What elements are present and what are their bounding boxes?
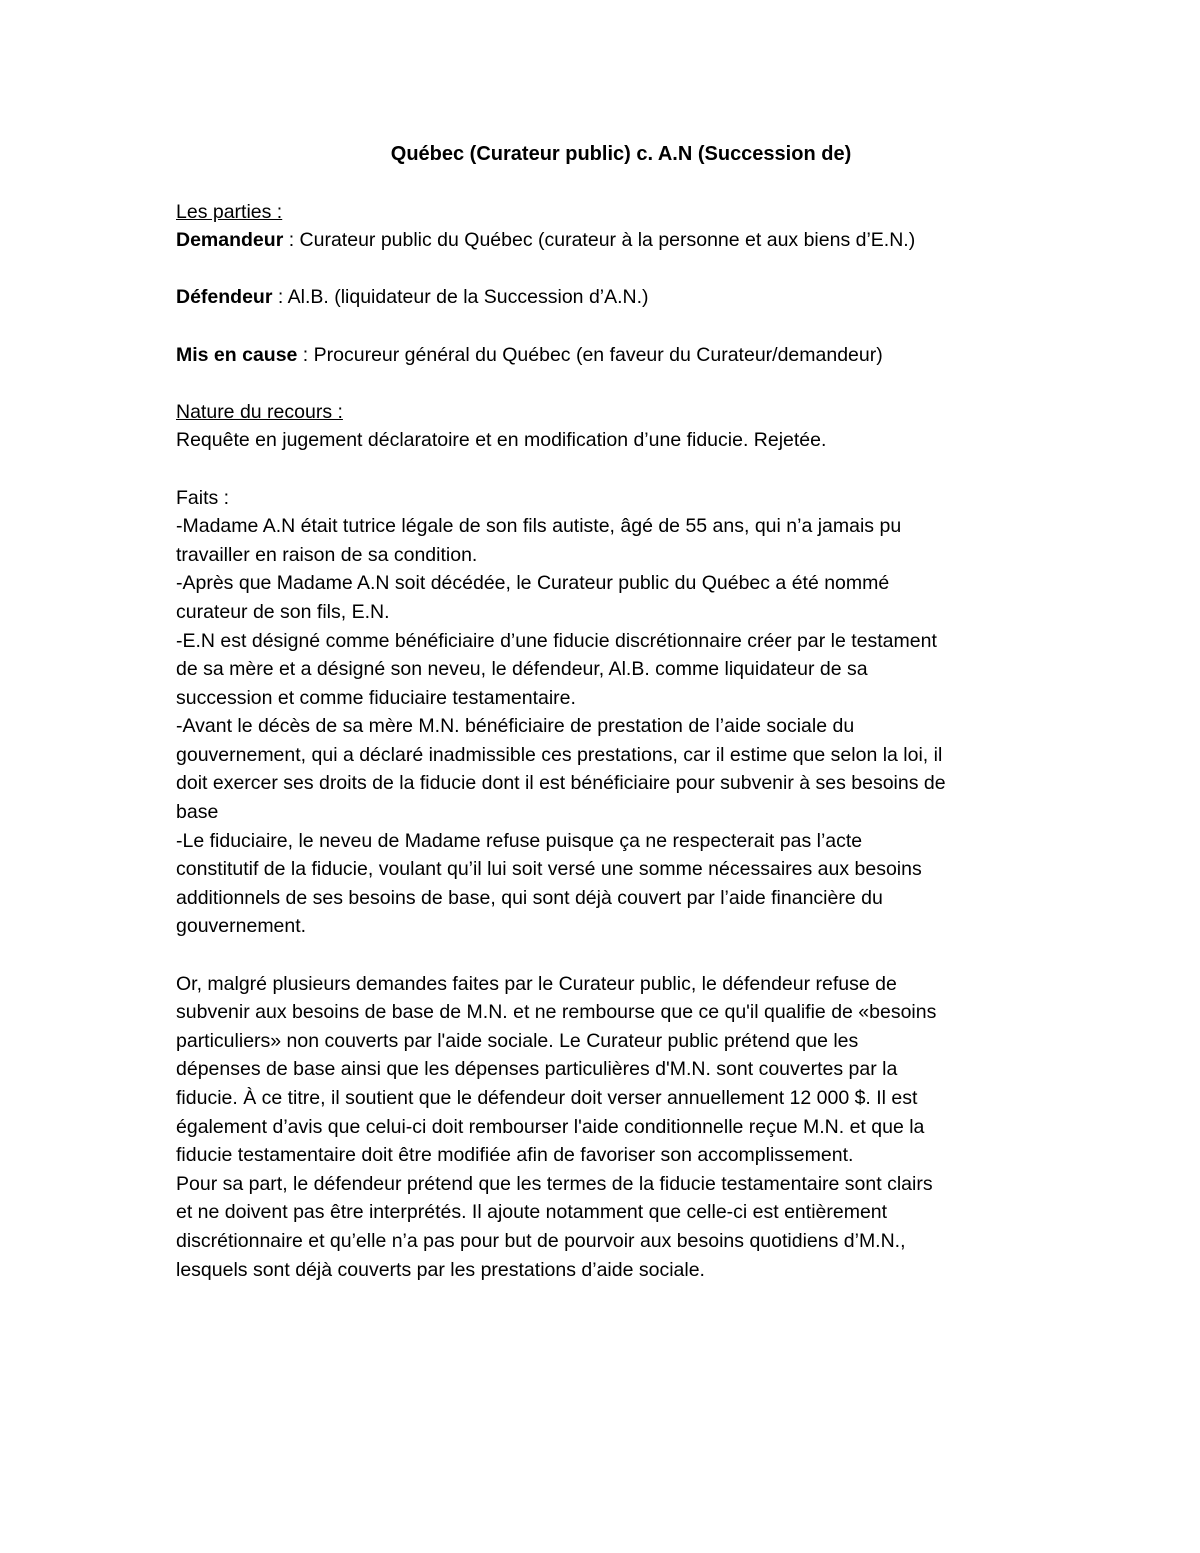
document-page — [176, 140, 1036, 1284]
paragraph2-line: Pour sa part, le défendeur prétend que les termes de la fiducie testamentaire sont clairs — [176, 1172, 933, 1195]
defendeur-line — [176, 283, 1036, 312]
paragraph1-line: également d’avis que celui-ci doit rembourser l'aide conditionnelle reçue M.N. et que la — [176, 1115, 925, 1138]
mis-en-cause-line — [176, 341, 1036, 370]
spacer — [176, 312, 1036, 341]
defendeur-text: : Al.B. (liquidateur de la Succession d’A.N.) — [272, 286, 649, 309]
demandeur-line — [176, 226, 1036, 255]
spacer — [176, 255, 1036, 284]
faits-line: -Après que Madame A.N soit décédée, le Curateur public du Québec a été nommé — [176, 572, 890, 595]
faits-line: -E.N est désigné comme bénéficiaire d’une fiducie discrétionnaire créer par le testament — [176, 629, 937, 652]
nature-heading: Nature du recours : — [176, 400, 343, 423]
faits-line: gouvernement, qui a déclaré inadmissible ces prestations, car il estime que selon la loi, il — [176, 743, 943, 766]
faits-line: additionnels de ses besoins de base, qui sont déjà couvert par l’aide financière du — [176, 886, 883, 909]
faits-heading: Faits : — [176, 486, 230, 509]
faits-line: base — [176, 801, 219, 824]
faits-line: -Madame A.N était tutrice légale de son fils autiste, âgé de 55 ans, qui n’a jamais pu — [176, 515, 902, 538]
faits-line: succession et comme fiduciaire testamentaire. — [176, 686, 576, 709]
paragraph1-line: dépenses de base ainsi que les dépenses particulières d'M.N. sont couvertes par la — [176, 1058, 898, 1081]
nature-text: Requête en jugement déclaratoire et en modification d’une fiducie. Rejetée. — [176, 429, 827, 452]
spacer — [176, 455, 1036, 484]
spacer — [176, 941, 1036, 970]
faits-line: de sa mère et a désigné son neveu, le défendeur, Al.B. comme liquidateur de sa — [176, 658, 868, 681]
demandeur-label: Demandeur — [176, 229, 284, 252]
defendeur-label: Défendeur — [176, 286, 273, 309]
document-title: Québec (Curateur public) c. A.N (Succession de) — [390, 143, 852, 165]
faits-line: gouvernement. — [176, 915, 307, 938]
faits-line: constitutif de la fiducie, voulant qu’il lui soit versé une somme nécessaires aux besoins — [176, 858, 922, 881]
demandeur-text: : Curateur public du Québec (curateur à la personne et aux biens d’E.N.) — [283, 229, 916, 252]
faits-line: doit exercer ses droits de la fiducie dont il est bénéficiaire pour subvenir à ses besoins de — [176, 772, 946, 795]
spacer — [176, 369, 1036, 398]
mis-en-cause-text: : Procureur général du Québec (en faveur du Curateur/demandeur) — [297, 343, 883, 366]
paragraph2-line: discrétionnaire et qu’elle n’a pas pour but de pourvoir aux besoins quotidiens d’M.N., — [176, 1229, 906, 1252]
paragraph2-line: et ne doivent pas être interprétés. Il ajoute notamment que celle-ci est entièrement — [176, 1201, 888, 1224]
paragraph2-line: lesquels sont déjà couverts par les prestations d’aide sociale. — [176, 1258, 705, 1281]
mis-en-cause-label: Mis en cause — [176, 343, 298, 366]
faits-line: travailler en raison de sa condition. — [176, 543, 478, 566]
faits-line: -Le fiduciaire, le neveu de Madame refuse puisque ça ne respecterait pas l’acte — [176, 829, 863, 852]
faits-line: -Avant le décès de sa mère M.N. bénéficiaire de prestation de l’aide sociale du — [176, 715, 855, 738]
paragraph1-line: fiducie testamentaire doit être modifiée afin de favoriser son accomplissement. — [176, 1144, 854, 1167]
paragraph1-line: fiducie. À ce titre, il soutient que le défendeur doit verser annuellement 12 000 $. Il est — [176, 1087, 918, 1109]
parties-heading: Les parties : — [176, 200, 283, 223]
paragraph1-line: particuliers» non couverts par l'aide sociale. Le Curateur public prétend que les — [176, 1029, 859, 1052]
faits-line: curateur de son fils, E.N. — [176, 600, 390, 623]
paragraph1-line: subvenir aux besoins de base de M.N. et ne rembourse que ce qu'il qualifie de «besoins — [176, 1001, 937, 1024]
paragraph1-line: Or, malgré plusieurs demandes faites par le Curateur public, le défendeur refuse de — [176, 972, 897, 995]
